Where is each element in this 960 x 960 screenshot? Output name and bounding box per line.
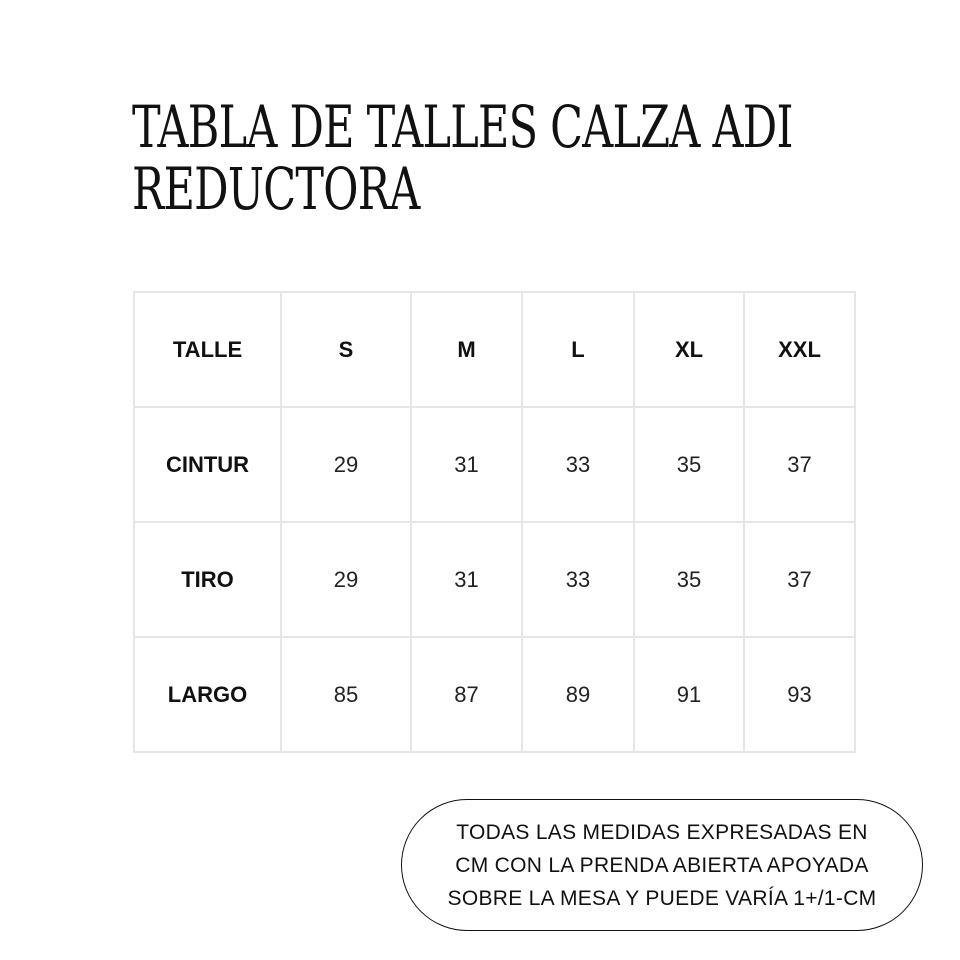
table-cell: 29 [281, 522, 411, 637]
note-line-2: CM CON LA PRENDA ABIERTA APOYADA [455, 853, 869, 877]
header-cell-l: L [522, 292, 634, 407]
table-cell: 89 [522, 637, 634, 752]
note-line-1: TODAS LAS MEDIDAS EXPRESADAS EN [456, 820, 868, 844]
measurement-note [401, 799, 923, 931]
table-cell: 35 [634, 522, 744, 637]
table-cell: 29 [281, 407, 411, 522]
table-cell: 93 [744, 637, 855, 752]
page-title [132, 93, 793, 223]
table-header-row [134, 292, 855, 407]
title-line-1: TABLA DE TALLES CALZA ADI [132, 93, 793, 161]
table-cell: 85 [281, 637, 411, 752]
table-cell: 35 [634, 407, 744, 522]
header-cell-xl: XL [634, 292, 744, 407]
table-cell: 33 [522, 522, 634, 637]
table-cell: 87 [411, 637, 522, 752]
table-cell: 37 [744, 522, 855, 637]
header-cell-s: S [281, 292, 411, 407]
table-row [134, 637, 855, 752]
size-table [133, 291, 856, 753]
table-cell: 37 [744, 407, 855, 522]
row-label-largo: LARGO [134, 637, 281, 752]
note-text [448, 816, 877, 915]
table-cell: 33 [522, 407, 634, 522]
row-label-tiro: TIRO [134, 522, 281, 637]
table-cell: 31 [411, 407, 522, 522]
table-cell: 91 [634, 637, 744, 752]
table-cell: 31 [411, 522, 522, 637]
header-cell-xxl: XXL [744, 292, 855, 407]
header-cell-talle: TALLE [134, 292, 281, 407]
note-line-3: SOBRE LA MESA Y PUEDE VARÍA 1+/1-CM [447, 886, 877, 910]
table-row [134, 522, 855, 637]
row-label-cintur: CINTUR [134, 407, 281, 522]
title-line-2: REDUCTORA [132, 155, 420, 223]
header-cell-m: M [411, 292, 522, 407]
table-row [134, 407, 855, 522]
